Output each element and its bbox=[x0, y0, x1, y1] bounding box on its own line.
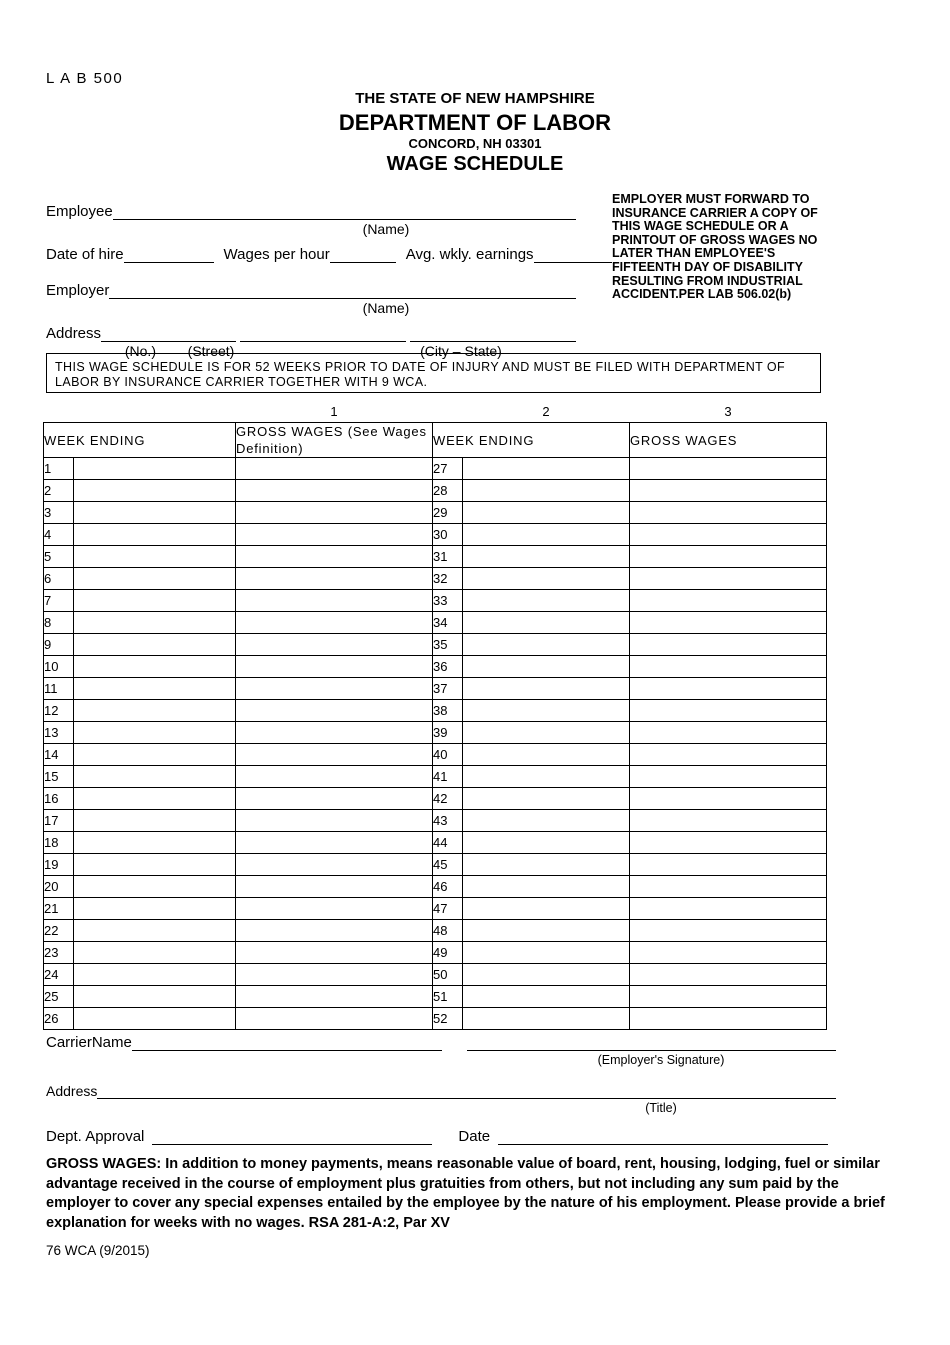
cell-week-ending-left[interactable] bbox=[74, 656, 236, 678]
row-index-left: 22 bbox=[44, 920, 74, 942]
header-gross-wages-left: GROSS WAGES (See Wages Definition) bbox=[236, 423, 433, 458]
cell-week-ending-left[interactable] bbox=[74, 920, 236, 942]
cell-week-ending-left[interactable] bbox=[74, 788, 236, 810]
cell-week-ending-right[interactable] bbox=[463, 458, 630, 480]
row-index-right: 31 bbox=[433, 546, 463, 568]
row-index-left: 19 bbox=[44, 854, 74, 876]
row-index-right: 35 bbox=[433, 634, 463, 656]
cell-gross-wages-left[interactable] bbox=[236, 678, 433, 700]
cell-week-ending-right[interactable] bbox=[463, 964, 630, 986]
row-index-right: 27 bbox=[433, 458, 463, 480]
cell-gross-wages-left[interactable] bbox=[236, 766, 433, 788]
table-row bbox=[44, 986, 827, 1008]
row-index-left: 24 bbox=[44, 964, 74, 986]
cell-gross-wages-left[interactable] bbox=[236, 942, 433, 964]
address-row bbox=[46, 320, 576, 342]
row-index-left: 9 bbox=[44, 634, 74, 656]
cell-week-ending-left[interactable] bbox=[74, 898, 236, 920]
table-row bbox=[44, 832, 827, 854]
carrier-address-input[interactable] bbox=[97, 1081, 836, 1099]
row-index-right: 29 bbox=[433, 502, 463, 524]
address-city-state-input[interactable] bbox=[410, 324, 576, 342]
header-state: THE STATE OF NEW HAMPSHIRE bbox=[355, 90, 595, 107]
cell-gross-wages-right[interactable] bbox=[630, 876, 827, 898]
row-index-right: 42 bbox=[433, 788, 463, 810]
table-row bbox=[44, 766, 827, 788]
carrier-signature-row bbox=[46, 1033, 836, 1051]
table-row bbox=[44, 546, 827, 568]
header-week-ending-right: WEEK ENDING bbox=[433, 423, 630, 458]
cell-gross-wages-right[interactable] bbox=[630, 700, 827, 722]
cell-gross-wages-right[interactable] bbox=[630, 744, 827, 766]
row-index-right: 39 bbox=[433, 722, 463, 744]
cell-week-ending-right[interactable] bbox=[463, 568, 630, 590]
row-index-right: 37 bbox=[433, 678, 463, 700]
address-street-input[interactable] bbox=[240, 324, 406, 342]
carrier-address-label: Address bbox=[46, 1083, 98, 1099]
row-index-left: 14 bbox=[44, 744, 74, 766]
row-index-left: 1 bbox=[44, 458, 74, 480]
row-index-left: 21 bbox=[44, 898, 74, 920]
row-index-right: 36 bbox=[433, 656, 463, 678]
cell-week-ending-left[interactable] bbox=[74, 766, 236, 788]
row-index-right: 41 bbox=[433, 766, 463, 788]
row-index-right: 44 bbox=[433, 832, 463, 854]
table-row bbox=[44, 942, 827, 964]
cell-week-ending-left[interactable] bbox=[74, 810, 236, 832]
title-caption: (Title) bbox=[645, 1101, 677, 1115]
address-number-caption: (No.) bbox=[124, 343, 156, 359]
row-index-right: 40 bbox=[433, 744, 463, 766]
avg-weekly-earnings-label: Avg. wkly. earnings bbox=[405, 246, 534, 263]
row-index-left: 6 bbox=[44, 568, 74, 590]
cell-gross-wages-left[interactable] bbox=[236, 524, 433, 546]
row-index-right: 45 bbox=[433, 854, 463, 876]
dept-approval-row bbox=[46, 1127, 836, 1145]
cell-gross-wages-left[interactable] bbox=[236, 590, 433, 612]
cell-gross-wages-left[interactable] bbox=[236, 986, 433, 1008]
employer-forward-notice: EMPLOYER MUST FORWARD TO INSURANCE CARRIER A COPY OF THIS WAGE SCHEDULE OR A PRINTOUT OF GROSS WAGES NO LATER THAN EMPLOYEE'S FIFTEENTH DAY OF DISABILITY RESULTING FROM INDUSTRIAL ACCIDENT.PER LAB 506.02(b) bbox=[612, 192, 818, 302]
employee-information-block bbox=[46, 198, 576, 359]
cell-week-ending-left[interactable] bbox=[74, 986, 236, 1008]
cell-gross-wages-left[interactable] bbox=[236, 810, 433, 832]
cell-week-ending-left[interactable] bbox=[74, 568, 236, 590]
cell-gross-wages-right[interactable] bbox=[630, 986, 827, 1008]
cell-week-ending-left[interactable] bbox=[74, 480, 236, 502]
cell-week-ending-left[interactable] bbox=[74, 502, 236, 524]
cell-gross-wages-right[interactable] bbox=[630, 898, 827, 920]
table-row bbox=[44, 964, 827, 986]
cell-week-ending-right[interactable] bbox=[463, 524, 630, 546]
row-index-left: 12 bbox=[44, 700, 74, 722]
cell-week-ending-left[interactable] bbox=[74, 546, 236, 568]
header-gross-wages-right: GROSS WAGES bbox=[630, 423, 827, 458]
cell-week-ending-right[interactable] bbox=[463, 876, 630, 898]
cell-week-ending-right[interactable] bbox=[463, 986, 630, 1008]
wages-per-hour-input[interactable] bbox=[330, 245, 396, 263]
cell-week-ending-left[interactable] bbox=[74, 700, 236, 722]
cell-gross-wages-right[interactable] bbox=[630, 964, 827, 986]
cell-gross-wages-left[interactable] bbox=[236, 656, 433, 678]
row-index-right: 49 bbox=[433, 942, 463, 964]
cell-week-ending-left[interactable] bbox=[74, 854, 236, 876]
cell-gross-wages-right[interactable] bbox=[630, 590, 827, 612]
cell-gross-wages-right[interactable] bbox=[630, 766, 827, 788]
cell-week-ending-right[interactable] bbox=[463, 744, 630, 766]
row-index-left: 7 bbox=[44, 590, 74, 612]
header-department: DEPARTMENT OF LABOR bbox=[338, 110, 612, 135]
row-index-right: 46 bbox=[433, 876, 463, 898]
cell-week-ending-right[interactable] bbox=[463, 634, 630, 656]
row-index-right: 28 bbox=[433, 480, 463, 502]
cell-week-ending-right[interactable] bbox=[463, 546, 630, 568]
cell-gross-wages-left[interactable] bbox=[236, 898, 433, 920]
employer-row bbox=[46, 277, 576, 299]
table-row bbox=[44, 744, 827, 766]
employee-label: Employee bbox=[46, 203, 113, 220]
page-title: WAGE SCHEDULE bbox=[386, 153, 564, 175]
cell-gross-wages-right[interactable] bbox=[630, 656, 827, 678]
cell-gross-wages-left[interactable] bbox=[236, 458, 433, 480]
row-index-left: 11 bbox=[44, 678, 74, 700]
footer-form-code: 76 WCA (9/2015) bbox=[46, 1243, 150, 1258]
wage-schedule-statement: THIS WAGE SCHEDULE IS FOR 52 WEEKS PRIOR TO DATE OF INJURY AND MUST BE FILED WITH DEPARTMENT OF LABOR BY INSURANCE CARRIER TOGETHER WITH 9 WCA. bbox=[46, 353, 821, 393]
cell-week-ending-right[interactable] bbox=[463, 502, 630, 524]
cell-week-ending-left[interactable] bbox=[74, 1008, 236, 1030]
cell-gross-wages-left[interactable] bbox=[236, 744, 433, 766]
cell-gross-wages-right[interactable] bbox=[630, 568, 827, 590]
employer-signature-caption-row bbox=[46, 1053, 836, 1067]
cell-gross-wages-right[interactable] bbox=[630, 810, 827, 832]
name-caption: (Name) bbox=[362, 221, 410, 237]
cell-week-ending-left[interactable] bbox=[74, 744, 236, 766]
row-index-left: 20 bbox=[44, 876, 74, 898]
employer-signature-input[interactable] bbox=[467, 1033, 836, 1051]
cell-week-ending-left[interactable] bbox=[74, 590, 236, 612]
cell-gross-wages-left[interactable] bbox=[236, 612, 433, 634]
table-row bbox=[44, 590, 827, 612]
header-city-state-zip: CONCORD, NH 03301 bbox=[408, 136, 542, 151]
wages-per-hour-label: Wages per hour bbox=[223, 246, 330, 263]
cell-gross-wages-right[interactable] bbox=[630, 678, 827, 700]
row-index-left: 10 bbox=[44, 656, 74, 678]
cell-week-ending-right[interactable] bbox=[463, 920, 630, 942]
cell-gross-wages-left[interactable] bbox=[236, 700, 433, 722]
cell-gross-wages-right[interactable] bbox=[630, 458, 827, 480]
employer-name-input[interactable] bbox=[109, 281, 576, 299]
cell-week-ending-right[interactable] bbox=[463, 832, 630, 854]
address-number-input[interactable] bbox=[101, 324, 236, 342]
cell-gross-wages-right[interactable] bbox=[630, 854, 827, 876]
cell-gross-wages-right[interactable] bbox=[630, 788, 827, 810]
cell-week-ending-left[interactable] bbox=[74, 964, 236, 986]
table-row bbox=[44, 502, 827, 524]
table-row bbox=[44, 656, 827, 678]
cell-gross-wages-left[interactable] bbox=[236, 788, 433, 810]
column-number-1: 1 bbox=[330, 404, 338, 419]
date-of-hire-label: Date of hire bbox=[46, 246, 124, 263]
employer-name-caption: (Name) bbox=[362, 300, 410, 316]
cell-week-ending-left[interactable] bbox=[74, 634, 236, 656]
cell-gross-wages-left[interactable] bbox=[236, 634, 433, 656]
row-index-left: 8 bbox=[44, 612, 74, 634]
gross-wages-definition: GROSS WAGES: In addition to money payments, means reasonable value of board, rent, housing, lodging, fuel or similar advantage received in the course of employment plus gratuities from others, but not including any sum paid by the employer to cover any special expenses entailed by the employee by the nature of his employment. Please provide a brief explanation for weeks with no wages. RSA 281-A:2, Par XV bbox=[46, 1156, 885, 1231]
row-index-left: 3 bbox=[44, 502, 74, 524]
cell-gross-wages-left[interactable] bbox=[236, 546, 433, 568]
row-index-right: 47 bbox=[433, 898, 463, 920]
table-column-number-row bbox=[44, 401, 827, 423]
cell-gross-wages-right[interactable] bbox=[630, 634, 827, 656]
cell-gross-wages-right[interactable] bbox=[630, 612, 827, 634]
cell-gross-wages-right[interactable] bbox=[630, 920, 827, 942]
table-row bbox=[44, 612, 827, 634]
avg-weekly-earnings-input[interactable] bbox=[534, 245, 612, 263]
table-row bbox=[44, 678, 827, 700]
cell-week-ending-right[interactable] bbox=[463, 810, 630, 832]
cell-week-ending-left[interactable] bbox=[74, 524, 236, 546]
cell-gross-wages-left[interactable] bbox=[236, 502, 433, 524]
cell-week-ending-right[interactable] bbox=[463, 612, 630, 634]
table-row bbox=[44, 722, 827, 744]
table-row bbox=[44, 854, 827, 876]
address-label: Address bbox=[46, 325, 102, 342]
address-city-state-caption: (City – State) bbox=[420, 343, 502, 359]
cell-week-ending-right[interactable] bbox=[463, 942, 630, 964]
row-index-right: 38 bbox=[433, 700, 463, 722]
table-row bbox=[44, 700, 827, 722]
cell-gross-wages-right[interactable] bbox=[630, 480, 827, 502]
cell-gross-wages-left[interactable] bbox=[236, 480, 433, 502]
row-index-right: 50 bbox=[433, 964, 463, 986]
cell-gross-wages-right[interactable] bbox=[630, 832, 827, 854]
employer-name-caption-row bbox=[46, 300, 576, 320]
cell-week-ending-right[interactable] bbox=[463, 700, 630, 722]
header-week-ending-left: WEEK ENDING bbox=[44, 423, 236, 458]
row-index-right: 52 bbox=[433, 1008, 463, 1030]
cell-gross-wages-left[interactable] bbox=[236, 722, 433, 744]
table-row bbox=[44, 634, 827, 656]
row-index-left: 17 bbox=[44, 810, 74, 832]
dept-approval-label: Dept. Approval bbox=[46, 1128, 145, 1145]
cell-week-ending-left[interactable] bbox=[74, 612, 236, 634]
row-index-left: 16 bbox=[44, 788, 74, 810]
table-row bbox=[44, 788, 827, 810]
cell-gross-wages-left[interactable] bbox=[236, 1008, 433, 1030]
carrier-name-input[interactable] bbox=[132, 1033, 442, 1051]
row-index-left: 5 bbox=[44, 546, 74, 568]
row-index-right: 51 bbox=[433, 986, 463, 1008]
row-index-left: 15 bbox=[44, 766, 74, 788]
table-row bbox=[44, 1008, 827, 1030]
table-row bbox=[44, 568, 827, 590]
employee-name-input[interactable] bbox=[113, 202, 576, 220]
row-index-right: 33 bbox=[433, 590, 463, 612]
cell-gross-wages-right[interactable] bbox=[630, 722, 827, 744]
cell-week-ending-right[interactable] bbox=[463, 678, 630, 700]
cell-week-ending-left[interactable] bbox=[74, 942, 236, 964]
table-row bbox=[44, 876, 827, 898]
cell-week-ending-left[interactable] bbox=[74, 458, 236, 480]
employer-signature-caption: (Employer's Signature) bbox=[597, 1053, 725, 1067]
row-index-left: 23 bbox=[44, 942, 74, 964]
cell-week-ending-right[interactable] bbox=[463, 656, 630, 678]
table-row bbox=[44, 458, 827, 480]
signature-block bbox=[46, 1033, 836, 1145]
cell-week-ending-left[interactable] bbox=[74, 678, 236, 700]
row-index-right: 32 bbox=[433, 568, 463, 590]
row-index-right: 48 bbox=[433, 920, 463, 942]
employer-label: Employer bbox=[46, 282, 110, 299]
table-row bbox=[44, 524, 827, 546]
date-label: Date bbox=[458, 1128, 491, 1145]
row-index-right: 30 bbox=[433, 524, 463, 546]
cell-gross-wages-left[interactable] bbox=[236, 854, 433, 876]
column-number-2: 2 bbox=[542, 404, 550, 419]
row-index-left: 26 bbox=[44, 1008, 74, 1030]
cell-gross-wages-right[interactable] bbox=[630, 502, 827, 524]
cell-gross-wages-left[interactable] bbox=[236, 876, 433, 898]
row-index-right: 43 bbox=[433, 810, 463, 832]
cell-gross-wages-right[interactable] bbox=[630, 1008, 827, 1030]
title-caption-row bbox=[46, 1101, 836, 1115]
column-number-3: 3 bbox=[724, 404, 732, 419]
table-row bbox=[44, 898, 827, 920]
date-input[interactable] bbox=[498, 1127, 828, 1145]
row-index-left: 13 bbox=[44, 722, 74, 744]
cell-gross-wages-left[interactable] bbox=[236, 568, 433, 590]
cell-week-ending-right[interactable] bbox=[463, 722, 630, 744]
cell-gross-wages-left[interactable] bbox=[236, 832, 433, 854]
table-row bbox=[44, 480, 827, 502]
cell-gross-wages-right[interactable] bbox=[630, 546, 827, 568]
wage-schedule-table bbox=[43, 401, 827, 1030]
row-index-left: 25 bbox=[44, 986, 74, 1008]
cell-week-ending-left[interactable] bbox=[74, 832, 236, 854]
cell-week-ending-left[interactable] bbox=[74, 876, 236, 898]
cell-week-ending-right[interactable] bbox=[463, 854, 630, 876]
row-index-left: 18 bbox=[44, 832, 74, 854]
cell-gross-wages-right[interactable] bbox=[630, 524, 827, 546]
row-index-left: 2 bbox=[44, 480, 74, 502]
cell-week-ending-right[interactable] bbox=[463, 590, 630, 612]
employee-name-caption-row bbox=[46, 221, 576, 241]
cell-week-ending-right[interactable] bbox=[463, 480, 630, 502]
table-row bbox=[44, 810, 827, 832]
cell-gross-wages-right[interactable] bbox=[630, 942, 827, 964]
cell-gross-wages-left[interactable] bbox=[236, 920, 433, 942]
employee-row bbox=[46, 198, 576, 220]
carrier-name-label: CarrierName bbox=[46, 1034, 132, 1051]
cell-week-ending-right[interactable] bbox=[463, 766, 630, 788]
cell-week-ending-right[interactable] bbox=[463, 1008, 630, 1030]
row-index-right: 34 bbox=[433, 612, 463, 634]
carrier-address-row bbox=[46, 1081, 836, 1099]
table-header-row bbox=[44, 423, 827, 458]
row-index-left: 4 bbox=[44, 524, 74, 546]
address-street-caption: (Street) bbox=[187, 343, 235, 359]
hire-wages-row bbox=[46, 241, 576, 263]
table-row bbox=[44, 920, 827, 942]
dept-approval-input[interactable] bbox=[152, 1127, 432, 1145]
cell-week-ending-right[interactable] bbox=[463, 898, 630, 920]
date-of-hire-input[interactable] bbox=[124, 245, 214, 263]
cell-gross-wages-left[interactable] bbox=[236, 964, 433, 986]
cell-week-ending-right[interactable] bbox=[463, 788, 630, 810]
form-code: L A B 500 bbox=[46, 70, 124, 87]
cell-week-ending-left[interactable] bbox=[74, 722, 236, 744]
